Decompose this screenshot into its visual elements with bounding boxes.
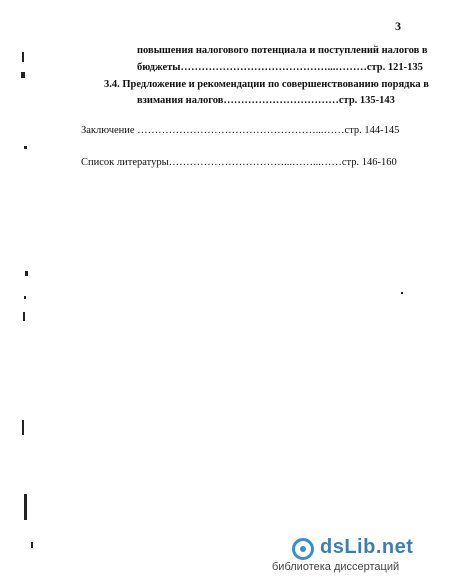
scan-mark — [24, 494, 27, 520]
scan-mark — [401, 292, 403, 294]
toc-entry-3-4-line2: взимания налогов……………………………стр. 135-143 — [137, 95, 395, 106]
scan-mark — [25, 271, 28, 276]
page-number: 3 — [395, 19, 401, 33]
scan-mark — [21, 72, 25, 78]
scan-mark — [22, 420, 24, 435]
scan-mark — [24, 146, 27, 149]
toc-entry-conclusion: Заключение ……………………………………………...……стр. 144-145 — [81, 125, 400, 136]
toc-entry-3-3-line2: бюджеты……………………………………...………стр. 121-135 — [137, 62, 423, 73]
watermark-title: dsLib.net — [320, 536, 414, 558]
scan-mark — [24, 296, 26, 299]
scan-mark — [31, 542, 33, 548]
dslib-logo-icon — [292, 538, 314, 560]
watermark-subtitle: библиотека диссертаций — [272, 561, 400, 573]
scan-mark — [23, 312, 25, 321]
toc-entry-3-4-line1: 3.4. Предложение и рекомендации по совершенствованию порядка в — [104, 79, 429, 90]
watermark — [272, 536, 442, 576]
toc-entry-3-3-line1: повышения налогового потенциала и поступлений налогов в — [137, 45, 428, 56]
toc-entry-references: Список литературы……………………………...……...……стр. 146-160 — [81, 157, 397, 168]
scan-mark — [22, 52, 24, 62]
